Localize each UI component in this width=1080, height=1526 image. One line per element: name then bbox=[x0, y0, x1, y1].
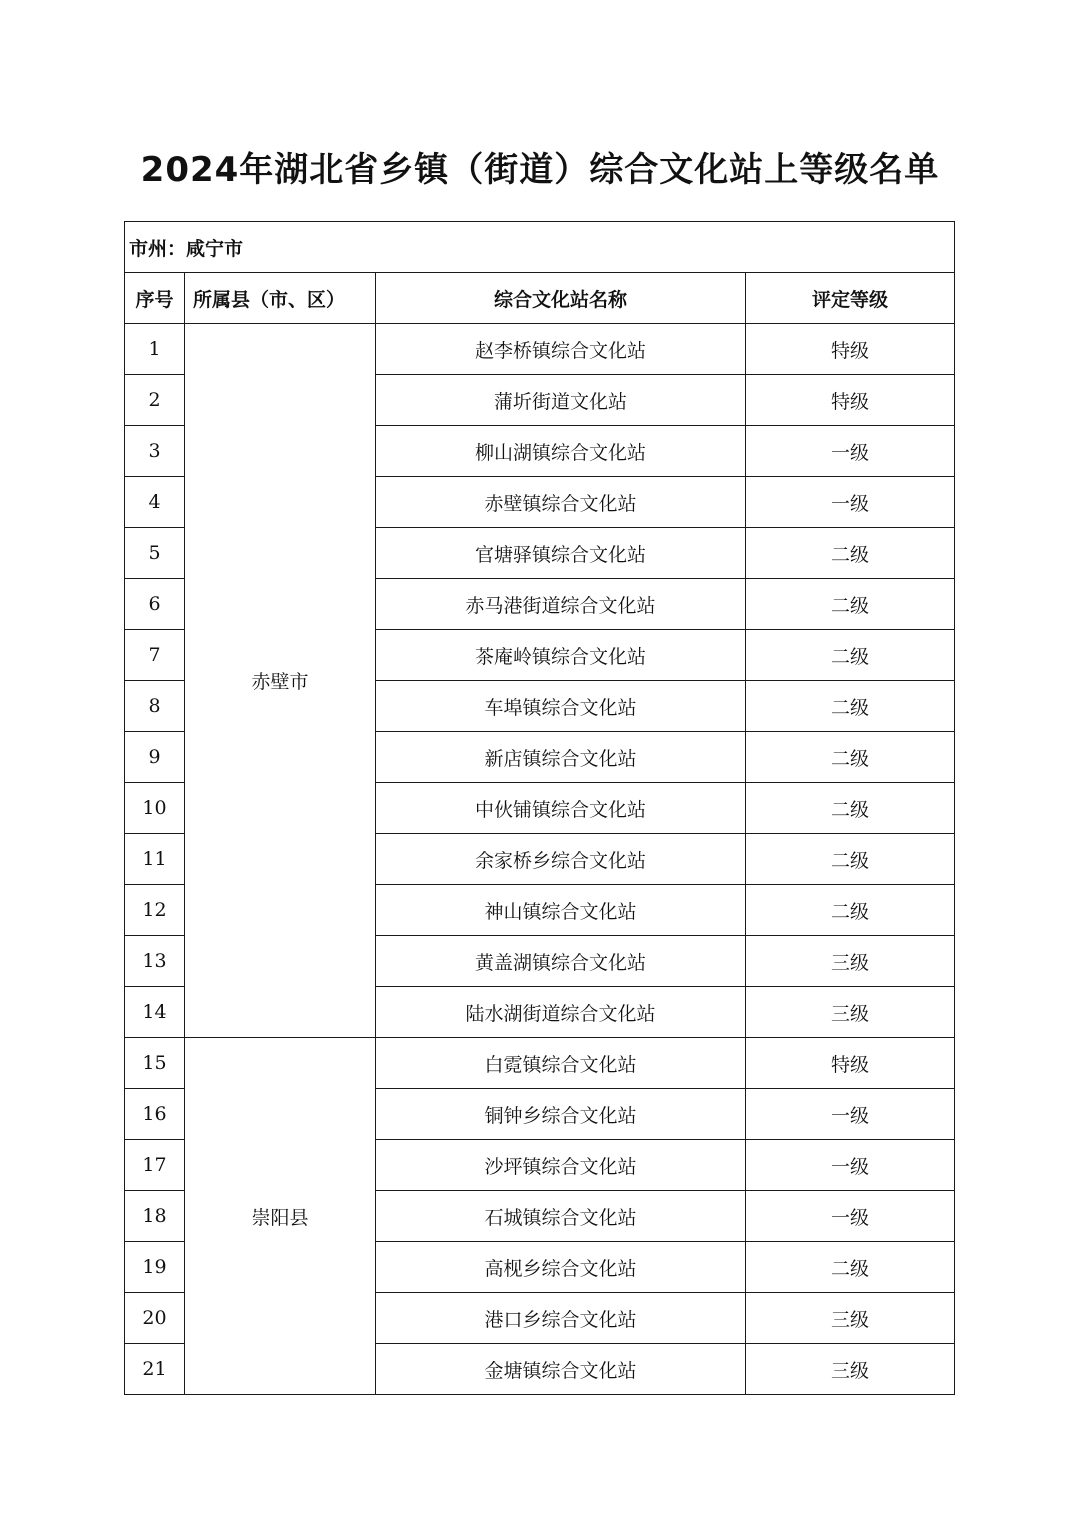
header-county: 所属县（市、区） bbox=[185, 273, 376, 324]
grade-roster-table bbox=[124, 221, 955, 1395]
station-name: 赤马港街道综合文化站 bbox=[376, 579, 746, 630]
grade-level: 三级 bbox=[746, 1293, 955, 1344]
row-index: 14 bbox=[125, 987, 185, 1038]
grade-level: 三级 bbox=[746, 1344, 955, 1395]
station-name: 柳山湖镇综合文化站 bbox=[376, 426, 746, 477]
header-grade: 评定等级 bbox=[746, 273, 955, 324]
header-row bbox=[125, 273, 955, 324]
grade-level: 特级 bbox=[746, 375, 955, 426]
grade-level: 三级 bbox=[746, 936, 955, 987]
grade-level: 一级 bbox=[746, 426, 955, 477]
grade-level: 特级 bbox=[746, 324, 955, 375]
county-name: 崇阳县 bbox=[185, 1038, 376, 1395]
row-index: 11 bbox=[125, 834, 185, 885]
row-index: 6 bbox=[125, 579, 185, 630]
grade-level: 二级 bbox=[746, 834, 955, 885]
row-index: 16 bbox=[125, 1089, 185, 1140]
station-name: 铜钟乡综合文化站 bbox=[376, 1089, 746, 1140]
row-index: 7 bbox=[125, 630, 185, 681]
grade-level: 一级 bbox=[746, 477, 955, 528]
roster-body bbox=[125, 222, 955, 1395]
station-name: 余家桥乡综合文化站 bbox=[376, 834, 746, 885]
row-index: 4 bbox=[125, 477, 185, 528]
station-name: 官塘驿镇综合文化站 bbox=[376, 528, 746, 579]
row-index: 13 bbox=[125, 936, 185, 987]
station-name: 茶庵岭镇综合文化站 bbox=[376, 630, 746, 681]
grade-level: 三级 bbox=[746, 987, 955, 1038]
row-index: 15 bbox=[125, 1038, 185, 1089]
grade-level: 二级 bbox=[746, 630, 955, 681]
row-index: 12 bbox=[125, 885, 185, 936]
station-name: 黄盖湖镇综合文化站 bbox=[376, 936, 746, 987]
station-name: 车埠镇综合文化站 bbox=[376, 681, 746, 732]
station-name: 新店镇综合文化站 bbox=[376, 732, 746, 783]
station-name: 港口乡综合文化站 bbox=[376, 1293, 746, 1344]
station-name: 石城镇综合文化站 bbox=[376, 1191, 746, 1242]
page-title: 2024年湖北省乡镇（街道）综合文化站上等级名单 bbox=[140, 150, 940, 190]
row-index: 17 bbox=[125, 1140, 185, 1191]
city-row bbox=[125, 222, 955, 273]
row-index: 5 bbox=[125, 528, 185, 579]
row-index: 19 bbox=[125, 1242, 185, 1293]
row-index: 21 bbox=[125, 1344, 185, 1395]
table-row bbox=[125, 324, 955, 375]
station-name: 沙坪镇综合文化站 bbox=[376, 1140, 746, 1191]
row-index: 20 bbox=[125, 1293, 185, 1344]
station-name: 金塘镇综合文化站 bbox=[376, 1344, 746, 1395]
city-label: 市州：咸宁市 bbox=[125, 222, 955, 273]
grade-level: 二级 bbox=[746, 783, 955, 834]
grade-level: 二级 bbox=[746, 885, 955, 936]
row-index: 3 bbox=[125, 426, 185, 477]
station-name: 高枧乡综合文化站 bbox=[376, 1242, 746, 1293]
grade-level: 一级 bbox=[746, 1140, 955, 1191]
station-name: 陆水湖街道综合文化站 bbox=[376, 987, 746, 1038]
station-name: 赤壁镇综合文化站 bbox=[376, 477, 746, 528]
row-index: 10 bbox=[125, 783, 185, 834]
row-index: 8 bbox=[125, 681, 185, 732]
grade-level: 二级 bbox=[746, 528, 955, 579]
grade-level: 二级 bbox=[746, 732, 955, 783]
table-row bbox=[125, 1038, 955, 1089]
header-index: 序号 bbox=[125, 273, 185, 324]
header-station: 综合文化站名称 bbox=[376, 273, 746, 324]
row-index: 18 bbox=[125, 1191, 185, 1242]
grade-level: 二级 bbox=[746, 681, 955, 732]
grade-level: 一级 bbox=[746, 1089, 955, 1140]
county-name: 赤壁市 bbox=[185, 324, 376, 1038]
station-name: 赵李桥镇综合文化站 bbox=[376, 324, 746, 375]
station-name: 中伙铺镇综合文化站 bbox=[376, 783, 746, 834]
grade-level: 二级 bbox=[746, 1242, 955, 1293]
grade-level: 特级 bbox=[746, 1038, 955, 1089]
row-index: 1 bbox=[125, 324, 185, 375]
station-name: 白霓镇综合文化站 bbox=[376, 1038, 746, 1089]
row-index: 2 bbox=[125, 375, 185, 426]
station-name: 蒲圻街道文化站 bbox=[376, 375, 746, 426]
row-index: 9 bbox=[125, 732, 185, 783]
station-name: 神山镇综合文化站 bbox=[376, 885, 746, 936]
grade-level: 二级 bbox=[746, 579, 955, 630]
grade-level: 一级 bbox=[746, 1191, 955, 1242]
